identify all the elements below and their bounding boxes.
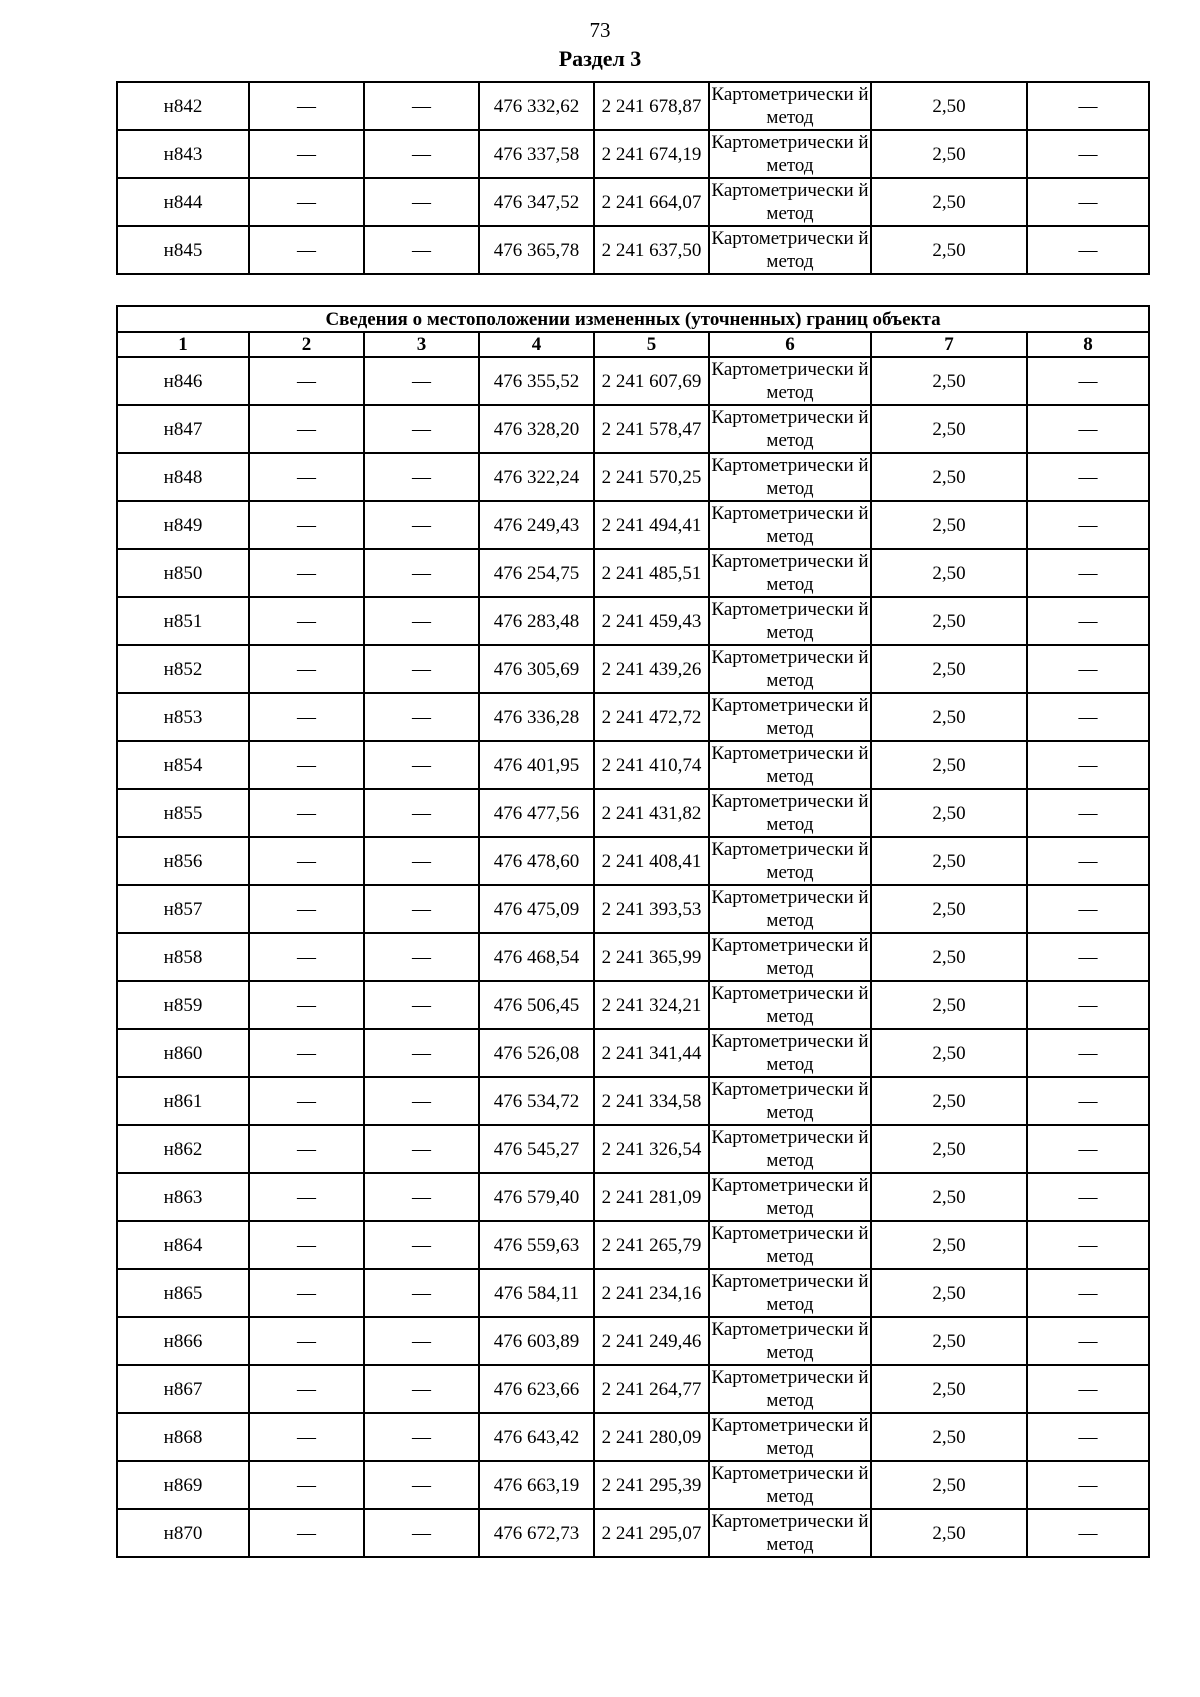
column-8-cell: — <box>1027 549 1149 597</box>
point-number-cell: н859 <box>117 981 249 1029</box>
method-cell: Картометрически й метод <box>709 1221 871 1269</box>
table-row <box>117 1221 1149 1269</box>
x-coordinate-cell: 476 579,40 <box>479 1173 594 1221</box>
column-2-cell: — <box>249 1365 364 1413</box>
column-3-cell: — <box>364 789 479 837</box>
x-coordinate-cell: 476 328,20 <box>479 405 594 453</box>
point-number-cell: н867 <box>117 1365 249 1413</box>
column-3-cell: — <box>364 82 479 130</box>
x-coordinate-cell: 476 249,43 <box>479 501 594 549</box>
method-cell: Картометрически й метод <box>709 357 871 405</box>
point-number-cell: н862 <box>117 1125 249 1173</box>
accuracy-cell: 2,50 <box>871 501 1027 549</box>
column-8-cell: — <box>1027 837 1149 885</box>
x-coordinate-cell: 476 526,08 <box>479 1029 594 1077</box>
column-3-cell: — <box>364 1413 479 1461</box>
y-coordinate-cell: 2 241 494,41 <box>594 501 709 549</box>
point-number-cell: н851 <box>117 597 249 645</box>
y-coordinate-cell: 2 241 410,74 <box>594 741 709 789</box>
table-row <box>117 1461 1149 1509</box>
point-number-cell: н852 <box>117 645 249 693</box>
y-coordinate-cell: 2 241 439,26 <box>594 645 709 693</box>
column-8-cell: — <box>1027 1173 1149 1221</box>
column-3-cell: — <box>364 501 479 549</box>
column-8-cell: — <box>1027 405 1149 453</box>
column-header: 4 <box>479 332 594 357</box>
accuracy-cell: 2,50 <box>871 226 1027 274</box>
table-row <box>117 1317 1149 1365</box>
method-cell: Картометрически й метод <box>709 453 871 501</box>
table-row <box>117 1173 1149 1221</box>
column-2-cell: — <box>249 1125 364 1173</box>
column-2-cell: — <box>249 1077 364 1125</box>
x-coordinate-cell: 476 478,60 <box>479 837 594 885</box>
x-coordinate-cell: 476 254,75 <box>479 549 594 597</box>
table-body <box>117 82 1149 274</box>
y-coordinate-cell: 2 241 281,09 <box>594 1173 709 1221</box>
point-number-cell: н844 <box>117 178 249 226</box>
column-header: 3 <box>364 332 479 357</box>
method-cell: Картометрически й метод <box>709 501 871 549</box>
accuracy-cell: 2,50 <box>871 357 1027 405</box>
accuracy-cell: 2,50 <box>871 1173 1027 1221</box>
accuracy-cell: 2,50 <box>871 645 1027 693</box>
x-coordinate-cell: 476 663,19 <box>479 1461 594 1509</box>
method-cell: Картометрически й метод <box>709 741 871 789</box>
point-number-cell: н853 <box>117 693 249 741</box>
method-cell: Картометрически й метод <box>709 1413 871 1461</box>
table-row <box>117 645 1149 693</box>
column-3-cell: — <box>364 226 479 274</box>
accuracy-cell: 2,50 <box>871 178 1027 226</box>
y-coordinate-cell: 2 241 295,39 <box>594 1461 709 1509</box>
column-2-cell: — <box>249 885 364 933</box>
column-3-cell: — <box>364 1269 479 1317</box>
column-8-cell: — <box>1027 1029 1149 1077</box>
column-8-cell: — <box>1027 885 1149 933</box>
table-row <box>117 1509 1149 1557</box>
point-number-cell: н865 <box>117 1269 249 1317</box>
point-number-cell: н866 <box>117 1317 249 1365</box>
accuracy-cell: 2,50 <box>871 1317 1027 1365</box>
y-coordinate-cell: 2 241 678,87 <box>594 82 709 130</box>
column-3-cell: — <box>364 357 479 405</box>
column-3-cell: — <box>364 1029 479 1077</box>
column-2-cell: — <box>249 789 364 837</box>
point-number-cell: н854 <box>117 741 249 789</box>
x-coordinate-cell: 476 672,73 <box>479 1509 594 1557</box>
accuracy-cell: 2,50 <box>871 885 1027 933</box>
table-caption-row <box>117 306 1149 332</box>
method-cell: Картометрически й метод <box>709 837 871 885</box>
y-coordinate-cell: 2 241 472,72 <box>594 693 709 741</box>
table-row <box>117 981 1149 1029</box>
column-3-cell: — <box>364 645 479 693</box>
column-3-cell: — <box>364 1221 479 1269</box>
column-3-cell: — <box>364 933 479 981</box>
column-8-cell: — <box>1027 178 1149 226</box>
column-2-cell: — <box>249 597 364 645</box>
column-3-cell: — <box>364 1365 479 1413</box>
point-number-cell: н850 <box>117 549 249 597</box>
y-coordinate-cell: 2 241 578,47 <box>594 405 709 453</box>
accuracy-cell: 2,50 <box>871 1125 1027 1173</box>
accuracy-cell: 2,50 <box>871 1269 1027 1317</box>
table-row <box>117 933 1149 981</box>
accuracy-cell: 2,50 <box>871 837 1027 885</box>
method-cell: Картометрически й метод <box>709 1125 871 1173</box>
x-coordinate-cell: 476 332,62 <box>479 82 594 130</box>
column-3-cell: — <box>364 1077 479 1125</box>
method-cell: Картометрически й метод <box>709 226 871 274</box>
column-2-cell: — <box>249 741 364 789</box>
column-header: 5 <box>594 332 709 357</box>
column-8-cell: — <box>1027 789 1149 837</box>
column-2-cell: — <box>249 1509 364 1557</box>
column-2-cell: — <box>249 453 364 501</box>
accuracy-cell: 2,50 <box>871 1413 1027 1461</box>
table-row <box>117 1125 1149 1173</box>
table-row <box>117 1269 1149 1317</box>
column-8-cell: — <box>1027 1125 1149 1173</box>
column-8-cell: — <box>1027 1509 1149 1557</box>
point-number-cell: н868 <box>117 1413 249 1461</box>
method-cell: Картометрически й метод <box>709 933 871 981</box>
table-row <box>117 178 1149 226</box>
y-coordinate-cell: 2 241 607,69 <box>594 357 709 405</box>
column-2-cell: — <box>249 178 364 226</box>
table-row <box>117 82 1149 130</box>
x-coordinate-cell: 476 347,52 <box>479 178 594 226</box>
column-2-cell: — <box>249 130 364 178</box>
column-3-cell: — <box>364 837 479 885</box>
x-coordinate-cell: 476 401,95 <box>479 741 594 789</box>
point-number-cell: н869 <box>117 1461 249 1509</box>
y-coordinate-cell: 2 241 459,43 <box>594 597 709 645</box>
column-8-cell: — <box>1027 82 1149 130</box>
accuracy-cell: 2,50 <box>871 1029 1027 1077</box>
table-row <box>117 226 1149 274</box>
method-cell: Картометрически й метод <box>709 130 871 178</box>
y-coordinate-cell: 2 241 674,19 <box>594 130 709 178</box>
column-8-cell: — <box>1027 1413 1149 1461</box>
column-3-cell: — <box>364 1461 479 1509</box>
method-cell: Картометрически й метод <box>709 1029 871 1077</box>
column-8-cell: — <box>1027 501 1149 549</box>
column-8-cell: — <box>1027 741 1149 789</box>
y-coordinate-cell: 2 241 637,50 <box>594 226 709 274</box>
x-coordinate-cell: 476 603,89 <box>479 1317 594 1365</box>
x-coordinate-cell: 476 475,09 <box>479 885 594 933</box>
column-8-cell: — <box>1027 1461 1149 1509</box>
table-row <box>117 597 1149 645</box>
column-8-cell: — <box>1027 226 1149 274</box>
point-number-cell: н855 <box>117 789 249 837</box>
x-coordinate-cell: 476 337,58 <box>479 130 594 178</box>
y-coordinate-cell: 2 241 249,46 <box>594 1317 709 1365</box>
accuracy-cell: 2,50 <box>871 693 1027 741</box>
column-2-cell: — <box>249 1461 364 1509</box>
y-coordinate-cell: 2 241 431,82 <box>594 789 709 837</box>
point-number-cell: н846 <box>117 357 249 405</box>
accuracy-cell: 2,50 <box>871 1461 1027 1509</box>
point-number-cell: н847 <box>117 405 249 453</box>
column-2-cell: — <box>249 357 364 405</box>
column-3-cell: — <box>364 405 479 453</box>
table-caption: Сведения о местоположении измененных (уточненных) границ объекта <box>117 306 1149 332</box>
accuracy-cell: 2,50 <box>871 549 1027 597</box>
y-coordinate-cell: 2 241 295,07 <box>594 1509 709 1557</box>
column-2-cell: — <box>249 405 364 453</box>
table-row <box>117 357 1149 405</box>
column-2-cell: — <box>249 837 364 885</box>
x-coordinate-cell: 476 643,42 <box>479 1413 594 1461</box>
accuracy-cell: 2,50 <box>871 1365 1027 1413</box>
method-cell: Картометрически й метод <box>709 693 871 741</box>
column-header: 7 <box>871 332 1027 357</box>
y-coordinate-cell: 2 241 570,25 <box>594 453 709 501</box>
accuracy-cell: 2,50 <box>871 1509 1027 1557</box>
column-8-cell: — <box>1027 1221 1149 1269</box>
y-coordinate-cell: 2 241 326,54 <box>594 1125 709 1173</box>
accuracy-cell: 2,50 <box>871 130 1027 178</box>
method-cell: Картометрически й метод <box>709 789 871 837</box>
column-2-cell: — <box>249 501 364 549</box>
x-coordinate-cell: 476 623,66 <box>479 1365 594 1413</box>
x-coordinate-cell: 476 336,28 <box>479 693 594 741</box>
accuracy-cell: 2,50 <box>871 1221 1027 1269</box>
x-coordinate-cell: 476 322,24 <box>479 453 594 501</box>
column-3-cell: — <box>364 1509 479 1557</box>
column-2-cell: — <box>249 1029 364 1077</box>
column-header: 6 <box>709 332 871 357</box>
column-2-cell: — <box>249 981 364 1029</box>
column-2-cell: — <box>249 1413 364 1461</box>
method-cell: Картометрически й метод <box>709 1509 871 1557</box>
section-title: Раздел 3 <box>558 46 642 71</box>
point-number-cell: н849 <box>117 501 249 549</box>
point-number-cell: н856 <box>117 837 249 885</box>
column-8-cell: — <box>1027 693 1149 741</box>
table-row <box>117 405 1149 453</box>
accuracy-cell: 2,50 <box>871 405 1027 453</box>
column-3-cell: — <box>364 597 479 645</box>
method-cell: Картометрически й метод <box>709 405 871 453</box>
method-cell: Картометрически й метод <box>709 1269 871 1317</box>
column-3-cell: — <box>364 1125 479 1173</box>
column-header: 8 <box>1027 332 1149 357</box>
accuracy-cell: 2,50 <box>871 981 1027 1029</box>
column-8-cell: — <box>1027 130 1149 178</box>
column-2-cell: — <box>249 1317 364 1365</box>
x-coordinate-cell: 476 584,11 <box>479 1269 594 1317</box>
method-cell: Картометрически й метод <box>709 885 871 933</box>
table-row <box>117 1365 1149 1413</box>
x-coordinate-cell: 476 534,72 <box>479 1077 594 1125</box>
method-cell: Картометрически й метод <box>709 1317 871 1365</box>
table-row <box>117 741 1149 789</box>
column-2-cell: — <box>249 1221 364 1269</box>
coordinates-table-continued <box>116 81 1150 275</box>
column-2-cell: — <box>249 933 364 981</box>
y-coordinate-cell: 2 241 408,41 <box>594 837 709 885</box>
column-2-cell: — <box>249 549 364 597</box>
y-coordinate-cell: 2 241 485,51 <box>594 549 709 597</box>
point-number-cell: н843 <box>117 130 249 178</box>
column-8-cell: — <box>1027 981 1149 1029</box>
y-coordinate-cell: 2 241 265,79 <box>594 1221 709 1269</box>
accuracy-cell: 2,50 <box>871 741 1027 789</box>
y-coordinate-cell: 2 241 264,77 <box>594 1365 709 1413</box>
y-coordinate-cell: 2 241 234,16 <box>594 1269 709 1317</box>
column-header: 1 <box>117 332 249 357</box>
column-3-cell: — <box>364 981 479 1029</box>
accuracy-cell: 2,50 <box>871 82 1027 130</box>
table-row <box>117 1029 1149 1077</box>
x-coordinate-cell: 476 477,56 <box>479 789 594 837</box>
accuracy-cell: 2,50 <box>871 1077 1027 1125</box>
accuracy-cell: 2,50 <box>871 597 1027 645</box>
page-number: 73 <box>589 18 611 42</box>
column-8-cell: — <box>1027 1365 1149 1413</box>
x-coordinate-cell: 476 365,78 <box>479 226 594 274</box>
column-8-cell: — <box>1027 1269 1149 1317</box>
column-header: 2 <box>249 332 364 357</box>
x-coordinate-cell: 476 355,52 <box>479 357 594 405</box>
table-row <box>117 501 1149 549</box>
point-number-cell: н861 <box>117 1077 249 1125</box>
y-coordinate-cell: 2 241 280,09 <box>594 1413 709 1461</box>
x-coordinate-cell: 476 468,54 <box>479 933 594 981</box>
column-3-cell: — <box>364 1173 479 1221</box>
column-3-cell: — <box>364 549 479 597</box>
column-2-cell: — <box>249 1173 364 1221</box>
column-8-cell: — <box>1027 645 1149 693</box>
method-cell: Картометрически й метод <box>709 597 871 645</box>
column-header-row <box>117 332 1149 357</box>
column-3-cell: — <box>364 741 479 789</box>
table-row <box>117 1413 1149 1461</box>
method-cell: Картометрически й метод <box>709 1461 871 1509</box>
y-coordinate-cell: 2 241 393,53 <box>594 885 709 933</box>
table-row <box>117 837 1149 885</box>
column-3-cell: — <box>364 453 479 501</box>
point-number-cell: н857 <box>117 885 249 933</box>
table-body <box>117 357 1149 1557</box>
column-3-cell: — <box>364 178 479 226</box>
x-coordinate-cell: 476 506,45 <box>479 981 594 1029</box>
column-3-cell: — <box>364 130 479 178</box>
point-number-cell: н863 <box>117 1173 249 1221</box>
method-cell: Картометрически й метод <box>709 1173 871 1221</box>
table-row <box>117 885 1149 933</box>
x-coordinate-cell: 476 545,27 <box>479 1125 594 1173</box>
column-8-cell: — <box>1027 933 1149 981</box>
table-row <box>117 693 1149 741</box>
column-2-cell: — <box>249 1269 364 1317</box>
column-2-cell: — <box>249 693 364 741</box>
column-8-cell: — <box>1027 357 1149 405</box>
column-8-cell: — <box>1027 597 1149 645</box>
point-number-cell: н845 <box>117 226 249 274</box>
table-row <box>117 789 1149 837</box>
method-cell: Картометрически й метод <box>709 645 871 693</box>
x-coordinate-cell: 476 283,48 <box>479 597 594 645</box>
point-number-cell: н870 <box>117 1509 249 1557</box>
column-3-cell: — <box>364 1317 479 1365</box>
point-number-cell: н860 <box>117 1029 249 1077</box>
table-row <box>117 453 1149 501</box>
y-coordinate-cell: 2 241 324,21 <box>594 981 709 1029</box>
column-8-cell: — <box>1027 1317 1149 1365</box>
y-coordinate-cell: 2 241 341,44 <box>594 1029 709 1077</box>
column-3-cell: — <box>364 885 479 933</box>
table-row <box>117 549 1149 597</box>
column-8-cell: — <box>1027 453 1149 501</box>
point-number-cell: н858 <box>117 933 249 981</box>
point-number-cell: н848 <box>117 453 249 501</box>
method-cell: Картометрически й метод <box>709 549 871 597</box>
accuracy-cell: 2,50 <box>871 789 1027 837</box>
column-2-cell: — <box>249 82 364 130</box>
method-cell: Картометрически й метод <box>709 1365 871 1413</box>
method-cell: Картометрически й метод <box>709 981 871 1029</box>
column-3-cell: — <box>364 693 479 741</box>
table-row <box>117 1077 1149 1125</box>
method-cell: Картометрически й метод <box>709 1077 871 1125</box>
column-2-cell: — <box>249 226 364 274</box>
accuracy-cell: 2,50 <box>871 933 1027 981</box>
point-number-cell: н842 <box>117 82 249 130</box>
boundary-coordinates-table <box>116 305 1150 1558</box>
column-8-cell: — <box>1027 1077 1149 1125</box>
y-coordinate-cell: 2 241 664,07 <box>594 178 709 226</box>
x-coordinate-cell: 476 559,63 <box>479 1221 594 1269</box>
point-number-cell: н864 <box>117 1221 249 1269</box>
method-cell: Картометрически й метод <box>709 82 871 130</box>
table-row <box>117 130 1149 178</box>
column-2-cell: — <box>249 645 364 693</box>
y-coordinate-cell: 2 241 365,99 <box>594 933 709 981</box>
accuracy-cell: 2,50 <box>871 453 1027 501</box>
x-coordinate-cell: 476 305,69 <box>479 645 594 693</box>
y-coordinate-cell: 2 241 334,58 <box>594 1077 709 1125</box>
method-cell: Картометрически й метод <box>709 178 871 226</box>
